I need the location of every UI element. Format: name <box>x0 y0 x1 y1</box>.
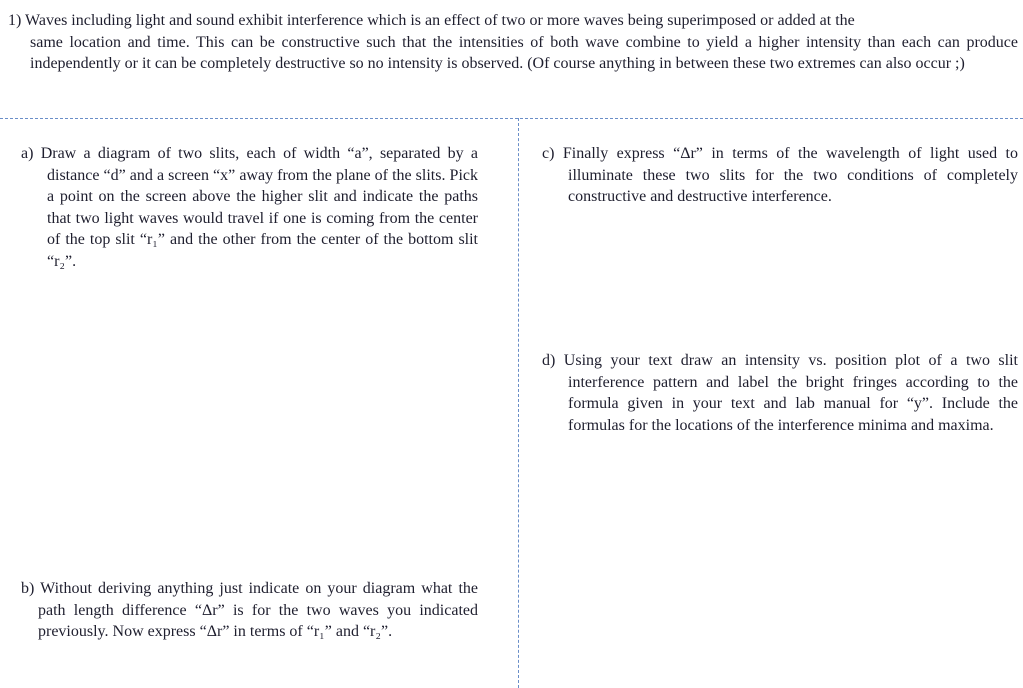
part-a <box>21 143 478 272</box>
part-c <box>542 143 1018 208</box>
vertical-divider <box>518 118 519 688</box>
horizontal-divider <box>0 118 1023 119</box>
part-b <box>21 578 478 643</box>
question-1-lead: 1) Waves including light and sound exhibit interference which is an effect of two or more waves being superimposed or added at the <box>8 12 855 29</box>
part-c-text: c) Finally express “Δr” in terms of the wavelength of light used to illuminate these two slits for the two conditions of completely constructive and destructive interference. <box>542 145 1018 205</box>
question-1 <box>8 10 1018 75</box>
question-1-body: same location and time. This can be constructive such that the intensities of both wave combine to yield a higher intensity than each can produce independently or it can be completely destructive so no intensity is observed. (Of course anything in between these two extremes can also occur ;) <box>30 33 1018 72</box>
part-d-text: d) Using your text draw an intensity vs. position plot of a two slit interference pattern and label the bright fringes according to the formula given in your text and lab manual for “y”. Include the formulas for the locations of the interference minima and maxima. <box>542 352 1018 434</box>
part-d <box>542 350 1018 436</box>
part-b-text: b) Without deriving anything just indicate on your diagram what the path length difference “Δr” is for the two waves you indicated previously. Now express “Δr” in terms of “r₁” and “r₂”. <box>21 580 478 640</box>
part-a-text: a) Draw a diagram of two slits, each of width “a”, separated by a distance “d” and a screen “x” away from the plane of the slits. Pick a point on the screen above the higher slit and indicate the paths that two light waves would travel if one is coming from the center of the top slit “r₁” and the other from the center of the bottom slit “r₂”. <box>21 145 478 270</box>
